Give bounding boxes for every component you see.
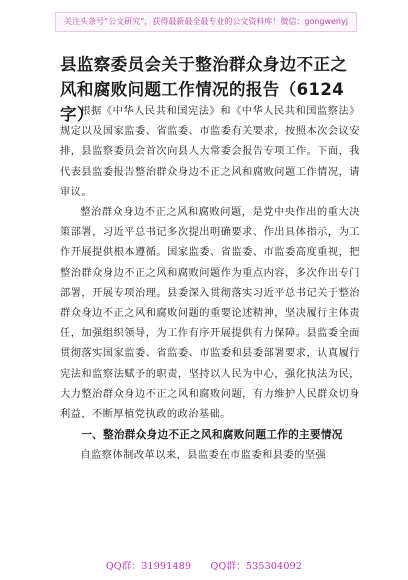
document-body (60, 102, 360, 466)
footer-qq-groups (0, 558, 408, 572)
paragraph-intro: 根据《中华人民共和国宪法》和《中华人民共和国监察法》规定以及国家监委、省监委、市监委有关要求，按照本次会议安排，县监察委员会首次向县人大常委会报告专项工作。下面，我代表县监委报告整治群众身边不正之风和腐败问题工作情况，请审议。 (60, 106, 360, 198)
qq-group-right: QQ群：535304092 (210, 561, 303, 572)
section-heading: 一、整治群众身边不正之风和腐败问题工作的主要情况 (81, 429, 343, 442)
qq-group-left: QQ群：31991489 (105, 561, 192, 572)
promo-banner: 关注头条号“公文研究”，获得最新最全最专业的公文资料库！微信：gongwenyj (55, 12, 357, 32)
document-title: 县监察委员会关于整治群众身边不正之风和腐败问题工作情况的报告（6124字） (60, 55, 348, 124)
paragraph-background: 整治群众身边不正之风和腐败问题，是党中央作出的重大决策部署，习近平总书记多次提出明确要求、作出具体指示，为工作开展提供根本遵循。国家监委、省监委、市监委高度重视，把整治群众身边不正之风和腐败问题作为重点内容，多次作出专门部署，开展专项治理。县委深入贯彻落实习近平总书记关于整治群众身边不正之风和腐败问题的重要论述精神，坚决履行主体责任，加强组织领导，为工作有序开展提供有力保障。县监委全面贯彻落实国家监委、省监委、市监委和县委部署要求，认真履行宪法和监察法赋予的职责，坚持以人民为中心，强化执法为民，大力整治群众身边不正之风和腐败问题，有力维护人民群众切身利益，不断厚植党执政的政治基础。 (60, 207, 360, 421)
paragraph-section-start: 自监察体制改革以来，县监委在市监委和县委的坚强 (80, 450, 327, 462)
